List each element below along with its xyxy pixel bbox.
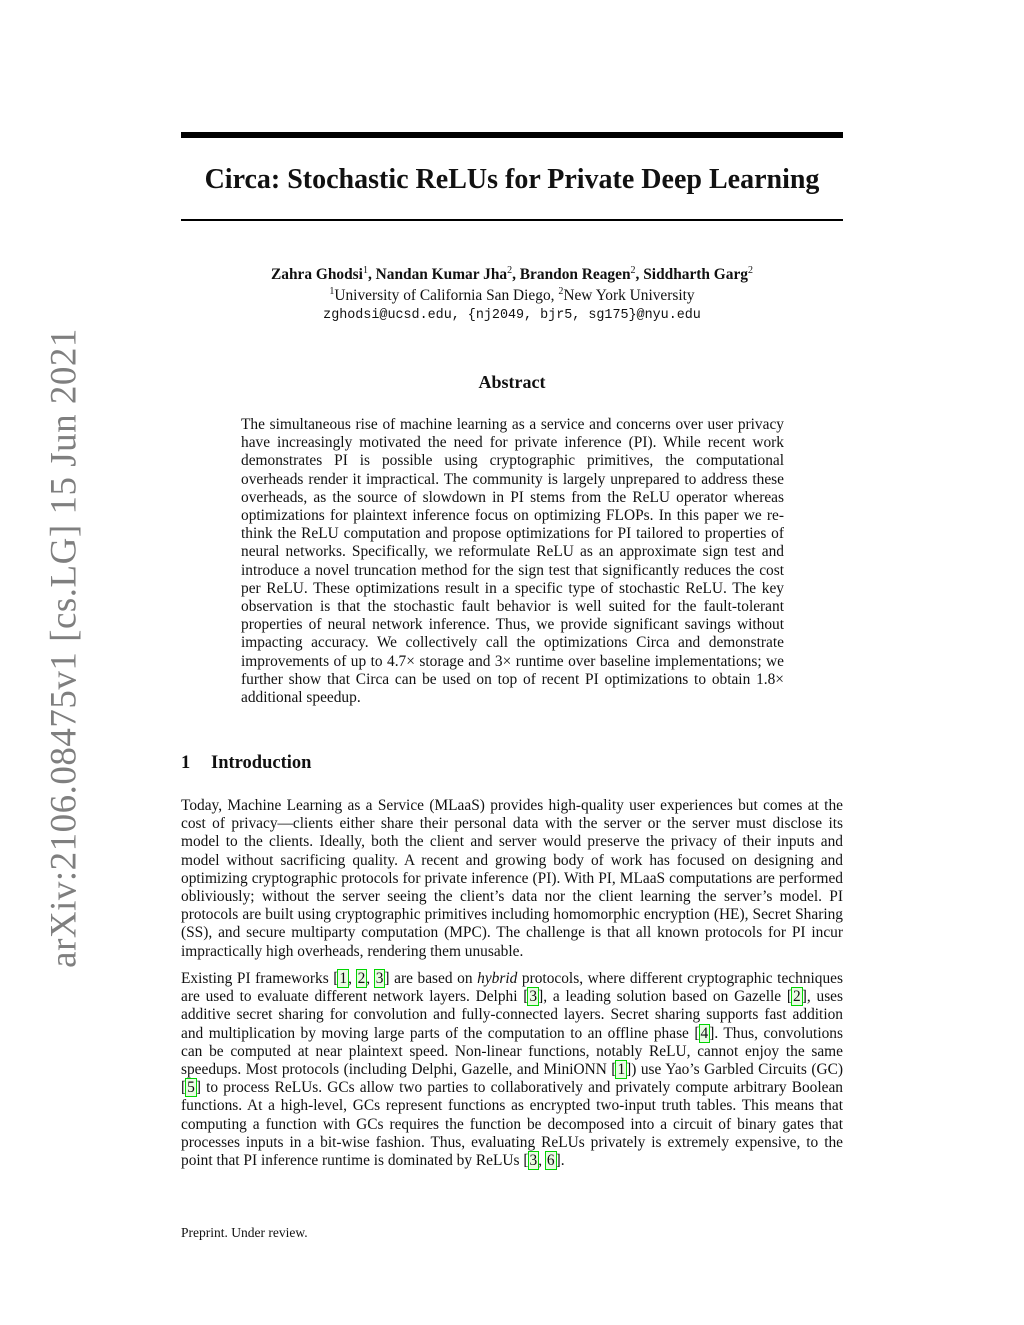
citation-link[interactable]: 3 [529, 1152, 538, 1170]
section-number: 1 [181, 753, 191, 773]
affiliation-mark: 2 [558, 286, 564, 297]
citation-link[interactable]: 5 [187, 1079, 195, 1097]
arxiv-identifier: arXiv:2106.08475v1 [cs.LG] 15 Jun 2021 [43, 328, 85, 968]
author-affiliation-mark: 2 [507, 265, 513, 276]
abstract-text: The simultaneous rise of machine learning as a service and concerns over user privacy have increasingly motivated the need for private inference (PI). While recent work demonstrates PI is possible using cryptographic primitives, the computational overheads render it impractical. The community is largely unprepared to address these overheads, as the source of slowdown in PI stems from the ReLU operator whereas optimizations for plaintext inference focus on optimizing FLOPs. In this paper we re-think the ReLU computation and propose optimizations for PI tailored to properties of neural networks. Specifically, we reformulate ReLU as an approximate sign test and introduce a novel truncation method for the sign test that significantly reduces the cost per ReLU. These optimizations result in a specific type of stochastic ReLU. The key observation is that the stochastic fault behavior is well suited for the fault-tolerant properties of neural network inference. Thus, we provide significant savings without impacting accuracy. We collectively call the optimizations Circa and demonstrate improvements of up to 4.7× storage and 3× runtime over baseline implementations; we further show that Circa can be used on top of recent PI optimizations to obtain 1.8× additional speedup. [241, 416, 784, 707]
citation-link[interactable]: 1 [339, 970, 348, 987]
intro-paragraph-2: Existing PI frameworks [1, 2, 3] are based on hybrid protocols, where different cryptographic techniques are used to evaluate different network layers. Delphi [3], a leading solution based on Gazelle [2], uses additive secret sharing for convolution and fully-connected layers. Secret sharing supports fast addition and multiplication by moving large parts of the computation to an offline phase [4]. Thus, convolutions can be computed at near plaintext speed. Non-linear functions, notably ReLU, cannot enjoy the same speedups. Most protocols (including Delphi, Gazelle, and MiniONN [1]) use Yao’s Garbled Circuits (GC) [5] to process ReLUs. GCs allow two parties to collaboratively and privately compute arbitrary Boolean functions. At a high-level, GCs represent functions as encrypted two-input truth tables. This means that computing a function with GCs requires the function be decomposed into a circuit of binary gates that processes inputs in a bit-wise fashion. Thus, evaluating ReLUs privately is extremely expensive, to the point that PI inference runtime is dominated by ReLUs [3, 6]. [181, 970, 844, 1170]
citation-link[interactable]: 2 [793, 988, 801, 1006]
intro-paragraph-1: Today, Machine Learning as a Service (MLaaS) provides high-quality user experiences but comes at the cost of privacy—clients either share their personal data with the server or the server must disclose its model to the clients. Ideally, both the client and server would preserve the privacy of their inputs and model without sacrificing quality. A recent and growing body of work has focused on designing and optimizing cryptographic protocols for private inference (PI). With PI, MLaaS computations are performed obliviously; without the server seeing the client’s data nor the client learning the server’s model. PI protocols are built using cryptographic primitives including homomorphic encryption (HE), Secret Sharing (SS), and secure multiparty computation (MPC). The challenge is that all known protocols for PI incur impractically high overheads, rendering them unusable. [181, 797, 843, 960]
section-title: Introduction [211, 753, 312, 773]
author-emails: zghodsi@ucsd.edu, {nj2049, bjr5, sg175}@nyu.edu [323, 308, 701, 323]
citation-link[interactable]: 1 [617, 1061, 626, 1079]
author-name: Nandan Kumar Jha [375, 266, 508, 283]
abstract-heading: Abstract [478, 372, 546, 392]
citation-link[interactable]: 3 [529, 988, 538, 1006]
title-rule-top [181, 132, 843, 138]
preprint-footer: Preprint. Under review. [181, 1225, 308, 1240]
affiliation-ucsd: University of California San Diego, [334, 287, 559, 304]
emphasis-text: hybrid [477, 970, 518, 987]
affiliation-mark: 1 [329, 286, 335, 297]
author-name: Brandon Reagen [519, 266, 631, 283]
author-affiliation-mark: 1 [362, 265, 368, 276]
citation-link[interactable]: 4 [700, 1024, 709, 1042]
affiliation-nyu: New York University [563, 287, 695, 304]
citation-link[interactable]: 2 [357, 970, 366, 987]
paper-title: Circa: Stochastic ReLUs for Private Deep Learning [204, 164, 820, 195]
author-name: Siddharth Garg [643, 266, 749, 283]
section-heading [181, 751, 311, 775]
author-name: Zahra Ghodsi [270, 266, 363, 283]
title-rule-bottom [181, 219, 843, 221]
citation-link[interactable]: 3 [375, 970, 384, 987]
author-list: Zahra Ghodsi$^1$, Nandan Kumar Jha$^2$, Brandon Reagen$^2$, Siddharth Garg$^2$ [270, 265, 754, 283]
author-affiliation-mark: 2 [630, 265, 636, 276]
citation-link[interactable]: 6 [546, 1152, 555, 1170]
affiliations [181, 286, 843, 306]
author-affiliation-mark: 2 [748, 265, 754, 276]
